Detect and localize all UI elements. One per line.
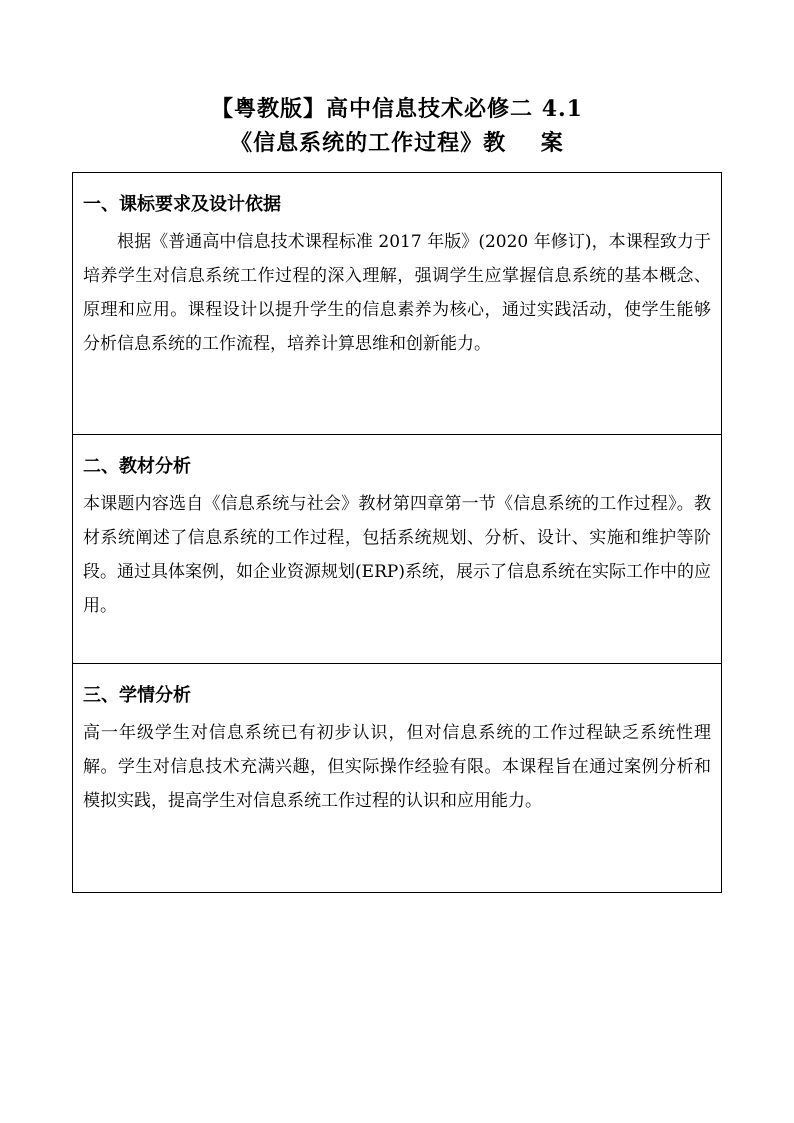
section-body: 本课题内容选自《信息系统与社会》教材第四章第一节《信息系统的工作过程》。教材系统阐述了信息系统的工作过程，包括系统规划、分析、设计、实施和维护等阶段。通过具体案例，如企业资源规划(ERP)系统，展示了信息系统在实际工作中的应用。: [83, 494, 711, 616]
title-line-1: 【粤教版】高中信息技术必修二 4.1: [211, 96, 583, 122]
section-cell-textbook: [73, 435, 722, 664]
section-heading: 三、学情分析: [83, 685, 191, 706]
table-row: [73, 664, 722, 893]
table-row: [73, 173, 722, 435]
section-body: 根据《普通高中信息技术课程标准 2017 年版》(2020 年修订)，本课程致力于培养学生对信息系统工作过程的深入理解，强调学生应掌握信息系统的基本概念、原理和应用。课程设计以提升学生的信息素养为核心，通过实践活动，使学生能够分析信息系统的工作流程，培养计算思维和创新能力。: [83, 232, 711, 354]
section-heading: 二、教材分析: [83, 456, 191, 477]
document-title: [0, 92, 794, 160]
section-heading: 一、课标要求及设计依据: [83, 194, 281, 215]
section-cell-students: [73, 664, 722, 893]
lesson-plan-table: [72, 172, 722, 893]
section-body: 高一年级学生对信息系统已有初步认识，但对信息系统的工作过程缺乏系统性理解。学生对信息技术充满兴趣，但实际操作经验有限。本课程旨在通过案例分析和模拟实践，提高学生对信息系统工作过程的认识和应用能力。: [83, 723, 711, 811]
section-cell-curriculum: [73, 173, 722, 435]
table-row: [73, 435, 722, 664]
title-line-2: 《信息系统的工作过程》教 案: [230, 130, 564, 156]
